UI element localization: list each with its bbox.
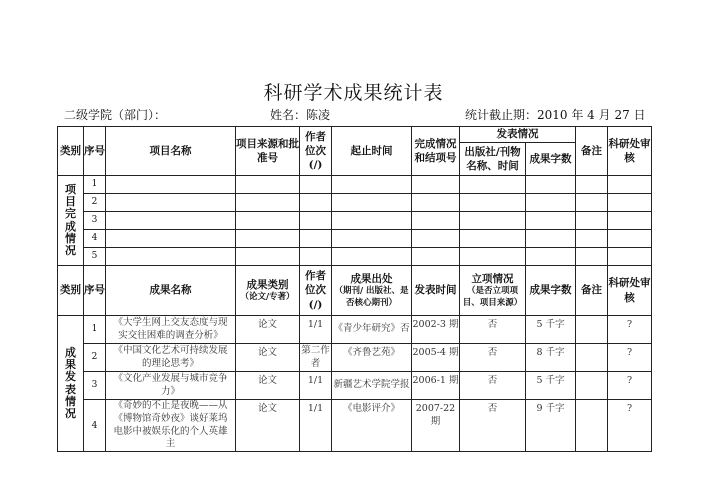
cell-result-name[interactable]: 《奇妙的不止是夜晚——从《博物馆奇妙夜》谈好莱坞电影中被娱乐化的个人英雄主 <box>106 400 236 452</box>
cell-result-name[interactable]: 《文化产业发展与城市竞争力》 <box>106 372 236 400</box>
cell-completion[interactable] <box>412 248 460 266</box>
cell-word-count[interactable]: 9 千字 <box>526 400 576 452</box>
header-remarks-2: 备注 <box>576 266 608 316</box>
row-seq: 1 <box>84 316 106 344</box>
header-seq: 序号 <box>84 127 106 176</box>
cell-remarks[interactable] <box>576 176 608 194</box>
header-publish-time: 发表时间 <box>412 266 460 316</box>
cell-project-status[interactable]: 否 <box>460 344 526 372</box>
cell-result-source[interactable]: 新疆艺术学院学报 <box>332 372 412 400</box>
row-seq: 5 <box>84 248 106 266</box>
cell-word-count[interactable] <box>526 248 576 266</box>
cell-remarks[interactable] <box>576 230 608 248</box>
category-results-published: 成果发表情况 <box>58 316 84 452</box>
cell-publisher[interactable] <box>460 230 526 248</box>
header-result-source: 成果出处 （期刊/ 出版社、是否核心期刊） <box>332 266 412 316</box>
cell-author-rank[interactable] <box>300 248 332 266</box>
row-seq: 4 <box>84 400 106 452</box>
cell-publisher[interactable] <box>460 212 526 230</box>
header-review: 科研处审核 <box>608 127 652 176</box>
header-review-2: 科研处审核 <box>608 266 652 316</box>
row-seq: 4 <box>84 230 106 248</box>
cell-review[interactable] <box>608 194 652 212</box>
cell-author-rank[interactable]: 1/1 <box>300 372 332 400</box>
cell-result-source[interactable]: 《电影评介》 <box>332 400 412 452</box>
cell-publisher[interactable] <box>460 194 526 212</box>
cell-author-rank[interactable]: 1/1 <box>300 400 332 452</box>
cell-completion[interactable] <box>412 212 460 230</box>
header-project-status: 立项情况 （是否立项项目、项目来源） <box>460 266 526 316</box>
row-seq: 2 <box>84 344 106 372</box>
cell-publish-time[interactable]: 2006-1 期 <box>412 372 460 400</box>
cell-word-count[interactable] <box>526 230 576 248</box>
cell-review[interactable] <box>608 212 652 230</box>
cell-author-rank[interactable] <box>300 176 332 194</box>
deadline-field <box>465 106 646 123</box>
cell-result-source[interactable]: 《齐鲁艺苑》 <box>332 344 412 372</box>
cell-publish-time[interactable]: 2002-3 期 <box>412 316 460 344</box>
cell-project-source[interactable] <box>236 248 300 266</box>
cell-project-name[interactable] <box>106 230 236 248</box>
cell-remarks[interactable] <box>576 212 608 230</box>
cell-remarks[interactable] <box>576 248 608 266</box>
stats-table <box>57 126 652 452</box>
header-seq-2: 序号 <box>84 266 106 316</box>
header-word-count: 成果字数 <box>526 143 576 176</box>
header-category-2: 类别 <box>58 266 84 316</box>
header-completion: 完成情况和结项号 <box>412 127 460 176</box>
cell-word-count[interactable] <box>526 194 576 212</box>
name-label: 姓名： <box>270 108 307 122</box>
cell-review[interactable]: ? <box>608 316 652 344</box>
cell-project-name[interactable] <box>106 248 236 266</box>
cell-project-source[interactable] <box>236 194 300 212</box>
cell-completion[interactable] <box>412 194 460 212</box>
cell-project-name[interactable] <box>106 176 236 194</box>
cell-publish-time[interactable]: 2007-22 期 <box>412 400 460 452</box>
cell-publisher[interactable] <box>460 176 526 194</box>
header-remarks: 备注 <box>576 127 608 176</box>
cell-remarks[interactable] <box>576 400 608 452</box>
header-publish: 发表情况 <box>460 127 576 143</box>
cell-period[interactable] <box>332 230 412 248</box>
cell-review[interactable] <box>608 248 652 266</box>
cell-author-rank[interactable] <box>300 194 332 212</box>
header-author-rank: 作者位次 (/) <box>300 127 332 176</box>
cell-result-type[interactable]: 论文 <box>236 372 300 400</box>
cell-author-rank[interactable]: 1/1 <box>300 316 332 344</box>
header-result-type: 成果类别 （论文/专著） <box>236 266 300 316</box>
header-author-rank-2: 作者位次 (/) <box>300 266 332 316</box>
header-publisher: 出版社/刊物名称、时间 <box>460 143 526 176</box>
cell-period[interactable] <box>332 176 412 194</box>
category-project-completion: 项目完成情况 <box>58 176 84 266</box>
cell-completion[interactable] <box>412 230 460 248</box>
cell-completion[interactable] <box>412 176 460 194</box>
page-title: 科研学术成果统计表 <box>263 82 444 104</box>
cell-word-count[interactable]: 5 千字 <box>526 372 576 400</box>
cell-review[interactable]: ? <box>608 372 652 400</box>
cell-result-name[interactable]: 《中国文化艺术可持续发展的理论思考》 <box>106 344 236 372</box>
cell-result-type[interactable]: 论文 <box>236 344 300 372</box>
cell-project-source[interactable] <box>236 230 300 248</box>
cell-project-name[interactable] <box>106 212 236 230</box>
cell-result-type[interactable]: 论文 <box>236 316 300 344</box>
cell-period[interactable] <box>332 248 412 266</box>
cell-publisher[interactable] <box>460 248 526 266</box>
header-project-source: 项目来源和批准号 <box>236 127 300 176</box>
row-seq: 1 <box>84 176 106 194</box>
cell-word-count[interactable] <box>526 176 576 194</box>
cell-remarks[interactable] <box>576 194 608 212</box>
deadline-value: 2010 年 4 月 27 日 <box>537 108 646 122</box>
header-result-name: 成果名称 <box>106 266 236 316</box>
name-field <box>270 106 330 123</box>
cell-review[interactable] <box>608 230 652 248</box>
cell-project-name[interactable] <box>106 194 236 212</box>
cell-author-rank[interactable] <box>300 212 332 230</box>
header-word-count-2: 成果字数 <box>526 266 576 316</box>
cell-result-type[interactable]: 论文 <box>236 400 300 452</box>
deadline-label: 统计截止期： <box>465 108 538 122</box>
header-category: 类别 <box>58 127 84 176</box>
cell-review[interactable]: ? <box>608 344 652 372</box>
row-seq: 2 <box>84 194 106 212</box>
cell-review[interactable]: ? <box>608 400 652 452</box>
cell-word-count[interactable]: 5 千字 <box>526 316 576 344</box>
department-label: 二级学院（部门）： <box>64 108 167 122</box>
cell-remarks[interactable] <box>576 344 608 372</box>
cell-word-count[interactable]: 8 千字 <box>526 344 576 372</box>
cell-review[interactable] <box>608 176 652 194</box>
row-seq: 3 <box>84 212 106 230</box>
cell-word-count[interactable] <box>526 212 576 230</box>
cell-project-status[interactable]: 否 <box>460 400 526 452</box>
cell-period[interactable] <box>332 212 412 230</box>
cell-period[interactable] <box>332 194 412 212</box>
cell-author-rank[interactable] <box>300 230 332 248</box>
cell-project-status[interactable]: 否 <box>460 372 526 400</box>
cell-remarks[interactable] <box>576 372 608 400</box>
cell-author-rank[interactable]: 第二作者 <box>300 344 332 372</box>
row-seq: 3 <box>84 372 106 400</box>
header-project-name: 项目名称 <box>106 127 236 176</box>
header-period: 起止时间 <box>332 127 412 176</box>
cell-project-status[interactable]: 否 <box>460 316 526 344</box>
cell-remarks[interactable] <box>576 316 608 344</box>
cell-project-source[interactable] <box>236 212 300 230</box>
name-value: 陈凌 <box>306 108 331 122</box>
cell-result-name[interactable]: 《大学生网上交友态度与现实交往困难的调查分析》 <box>106 316 236 344</box>
cell-result-source[interactable]: 《青少年研究》否 <box>332 316 412 344</box>
cell-project-source[interactable] <box>236 176 300 194</box>
cell-publish-time[interactable]: 2005-4 期 <box>412 344 460 372</box>
